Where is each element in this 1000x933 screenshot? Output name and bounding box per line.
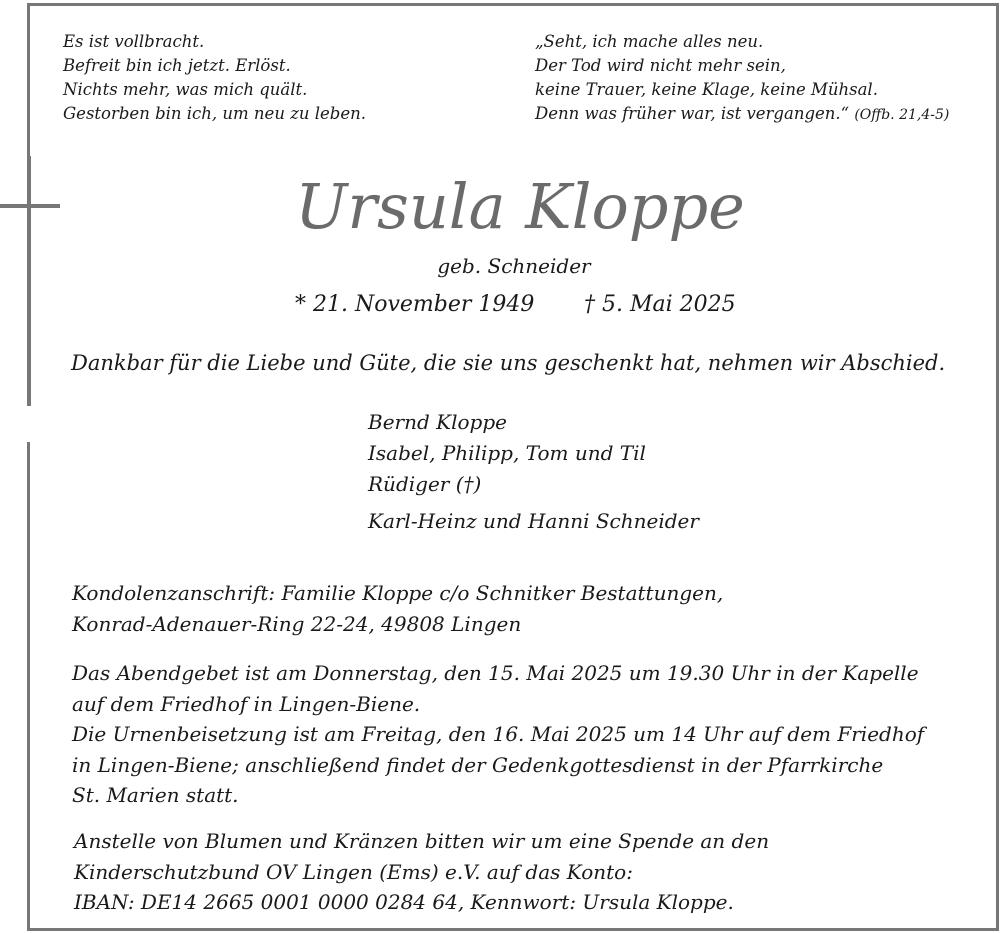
death-date: † 5. Mai 2025 <box>584 292 736 317</box>
donation-line: Kinderschutzbund OV Lingen (Ems) e.V. auf das Konto: <box>74 859 633 884</box>
mourner: Rüdiger (†) <box>368 472 482 496</box>
donation-line: Anstelle von Blumen und Kränzen bitten wir um eine Spende an den <box>74 829 770 853</box>
verse-right <box>535 30 949 127</box>
ceremony-line: Die Urnenbeisetzung ist am Freitag, den 16. Mai 2025 um 14 Uhr auf dem Friedhof <box>72 722 925 746</box>
mourner: Karl-Heinz und Hanni Schneider <box>368 509 699 533</box>
verse-line: „Seht, ich mache alles neu. <box>535 32 764 51</box>
frame-left-border-lower <box>27 442 30 931</box>
verse-line: keine Trauer, keine Klage, keine Mühsal. <box>535 80 878 99</box>
mourners-list <box>368 407 699 537</box>
verse-left <box>63 30 366 126</box>
frame-top-border <box>29 3 999 6</box>
verse-line: Der Tod wird nicht mehr sein, <box>535 56 786 75</box>
ceremony-info <box>72 658 924 811</box>
verse-line: Nichts mehr, was mich quält. <box>63 80 308 99</box>
verse-line: Es ist vollbracht. <box>63 32 205 51</box>
ceremony-line: Das Abendgebet ist am Donnerstag, den 15. Mai 2025 um 19.30 Uhr in der Kapelle <box>72 661 919 685</box>
donation-info <box>74 826 769 918</box>
condolence-line: Kondolenzanschrift: Familie Kloppe c/o Schnitker Bestattungen, <box>72 581 724 605</box>
frame-right-border <box>996 3 999 931</box>
birth-date: * 21. November 1949 <box>295 292 535 317</box>
condolence-address <box>72 578 723 639</box>
farewell-intro: Dankbar für die Liebe und Güte, die sie uns geschenkt hat, nehmen wir Abschied. <box>71 351 946 375</box>
deceased-name: Ursula Kloppe <box>295 170 745 243</box>
mourner: Bernd Kloppe <box>368 410 507 434</box>
verse-line-with-reference <box>535 102 949 127</box>
donation-line: IBAN: DE14 2665 0001 0000 0284 64, Kennwort: Ursula Kloppe. <box>74 890 734 914</box>
verse-line: Denn was früher war, ist vergangen.“ <box>535 104 850 123</box>
verse-reference: (Offb. 21,4-5) <box>854 107 950 123</box>
condolence-line: Konrad-Adenauer-Ring 22-24, 49808 Lingen <box>72 611 522 636</box>
ceremony-line: St. Marien statt. <box>72 783 239 807</box>
ceremony-line: in Lingen-Biene; anschließend findet der Gedenkgottesdienst in der Pfarrkirche <box>72 752 884 777</box>
verse-line: Gestorben bin ich, um neu zu leben. <box>63 104 366 123</box>
frame-bottom-border <box>29 928 999 931</box>
ceremony-line: auf dem Friedhof in Lingen-Biene. <box>72 691 421 716</box>
mourner: Isabel, Philipp, Tom und Til <box>368 441 646 465</box>
birth-name: geb. Schneider <box>437 254 591 278</box>
frame-left-border-upper <box>27 3 30 156</box>
verse-line: Befreit bin ich jetzt. Erlöst. <box>63 56 291 75</box>
